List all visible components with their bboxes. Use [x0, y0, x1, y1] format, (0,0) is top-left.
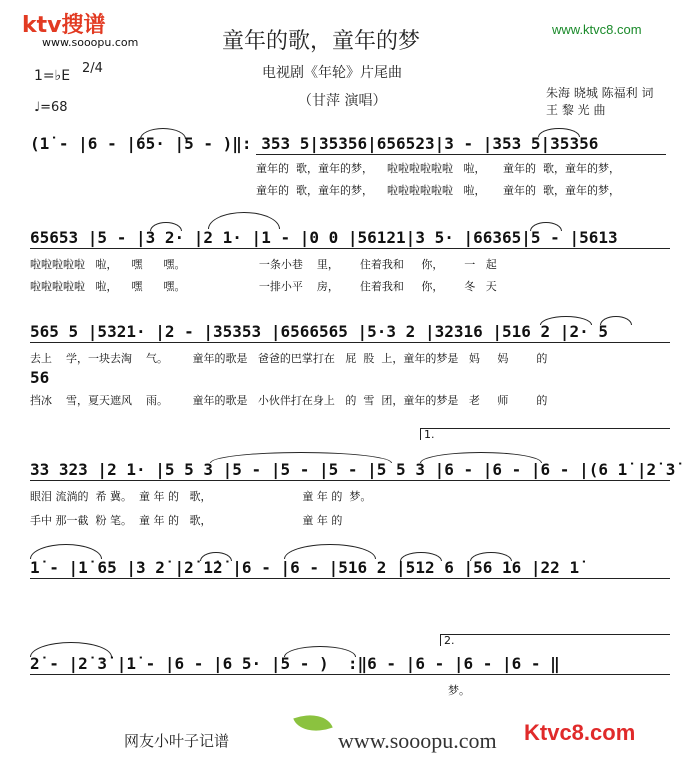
volta-1-label: 1. — [424, 428, 435, 441]
top-site-url[interactable]: www.ktvc8.com — [552, 22, 642, 37]
song-title: 童年的歌，童年的梦 — [222, 29, 421, 54]
slur — [150, 222, 182, 231]
lyrics-verse-2: 童年的 歌，童年的梦， 啦啦啦啦啦啦 啦， 童年的 歌，童年的梦， — [256, 184, 620, 197]
tie — [210, 452, 392, 463]
slur — [400, 552, 442, 561]
lyrics-verse-2: 啦啦啦啦啦 啦， 嘿 嘿。 一排小平 房， 住着我和 你， 冬 天 — [30, 280, 497, 293]
beam-line — [256, 154, 666, 155]
key-signature: 1=♭E — [34, 68, 71, 84]
volta-bracket — [440, 634, 441, 646]
logo-site-url: www.sooopu.com — [42, 36, 139, 49]
slur — [140, 128, 186, 139]
notes-line: 65653 |5 - |3 2· |2 1· |1 - |0 0 |56121|3 5· |66365|5 - |5613 — [30, 228, 618, 247]
site-logo: ktv搜谱 — [22, 13, 106, 38]
singer: （甘萍 演唱） — [298, 93, 387, 109]
notes-line: (1̇ - |6 - |65· |5 - )‖: 353 5|35356|656523|3 - |353 5|35356 — [30, 134, 599, 153]
pickup-notes: 56 — [30, 368, 50, 387]
slur — [470, 552, 512, 561]
notes-line: 1̇ - |1̇ 65 |3 2̇ |2̇ 1̇2̇ |6 - |6 - |516 2 |512 6 |56 16 |22 1̇ — [30, 558, 580, 577]
beam-line — [30, 248, 670, 249]
beam-line — [30, 342, 670, 343]
volta-2-label: 2. — [444, 634, 455, 647]
tempo: ♩=68 — [34, 100, 68, 115]
tie — [420, 452, 542, 463]
lyrics-verse-1: 啦啦啦啦啦 啦， 嘿 嘿。 一条小巷 里， 住着我和 你， 一 起 — [30, 258, 497, 271]
slur — [600, 316, 632, 325]
volta-bracket — [440, 634, 670, 635]
slur — [540, 316, 592, 325]
slur — [538, 128, 580, 137]
beam-line — [30, 480, 670, 481]
transcriber-credit: 网友小叶子记谱 — [124, 732, 230, 750]
slur — [530, 222, 562, 231]
slur — [208, 212, 280, 229]
tie — [30, 544, 102, 559]
ktv-logo: Ktvc8.com — [524, 720, 636, 745]
slur — [284, 646, 356, 657]
volta-bracket — [420, 428, 670, 429]
beam-line — [30, 674, 670, 675]
song-subtitle: 电视剧《年轮》片尾曲 — [262, 65, 402, 81]
notes-line: 33 323 |2 1· |5 5 3 |5 - |5 - |5 - |5 5 3 |6 - |6 - |6 - |(6 1̇ |2̇ 3̇ — [30, 460, 676, 479]
slur — [200, 552, 232, 561]
beam-line — [30, 578, 670, 579]
notes-line: 565 5 |5321· |2 - |35353 |6566565 |5·3 2 |32316 |516 2 |2· 5 — [30, 322, 608, 341]
notes-line: 2̇ - |2̇ 3̇ |1̇ - |6 - |6 5· |5 - ) :‖6 - |6 - |6 - |6 - ‖ — [30, 654, 560, 673]
time-signature: 2/4 — [82, 61, 103, 76]
lyrics-verse-1: 眼泪 流淌的 希 冀。 童 年 的 歌， 童 年 的 梦。 — [30, 490, 372, 503]
leaf-logo-icon — [293, 707, 332, 739]
lyrics-verse-1: 童年的 歌，童年的梦， 啦啦啦啦啦啦 啦， 童年的 歌，童年的梦， — [256, 162, 620, 175]
footer-site-url[interactable]: www.sooopu.com — [338, 728, 497, 753]
lyrics-verse-2: 手中 那一截 粉 笔。 童 年 的 歌， 童 年 的 — [30, 514, 343, 527]
tie — [30, 642, 112, 657]
tie — [284, 544, 376, 559]
lyrics-verse-1: 去上 学，一块去淘 气。 童年的歌是 爸爸的巴掌打在 屁 股 上，童年的梦是 妈 妈 的 — [30, 352, 548, 365]
lyrics-verse-1: 梦。 — [448, 684, 470, 697]
lyrics-verse-2: 挡冰 雪，夏天遮风 雨。 童年的歌是 小伙伴打在身上 的 雪 团，童年的梦是 老 师 的 — [30, 394, 548, 407]
volta-bracket — [420, 428, 421, 440]
lyricist: 朱海 晓城 陈福利 词 — [546, 86, 654, 100]
composer: 王 黎 光 曲 — [546, 103, 606, 117]
